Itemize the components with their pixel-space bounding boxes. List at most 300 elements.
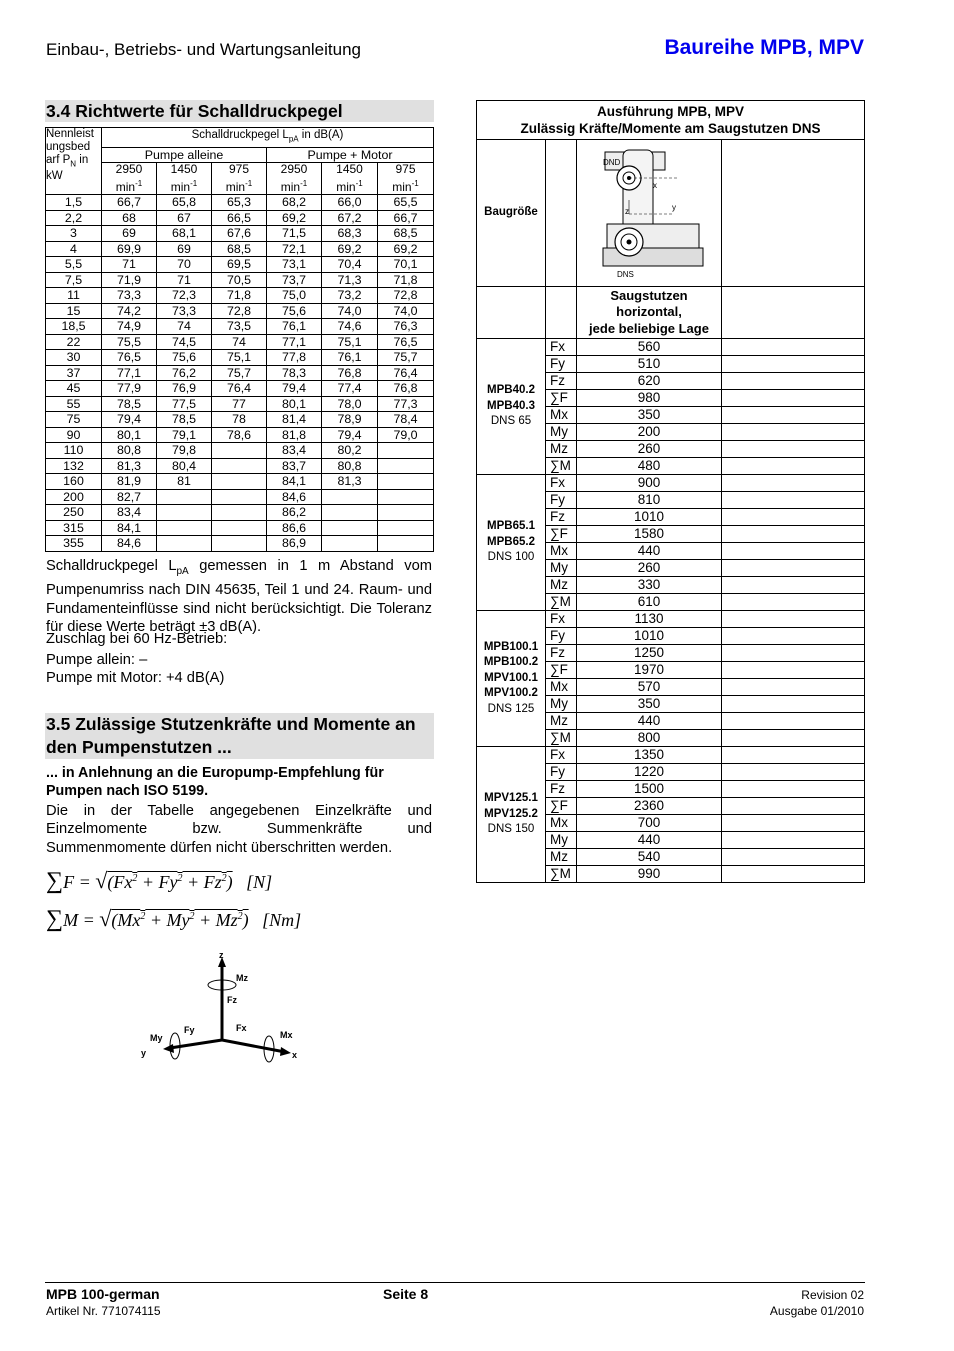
table-row [477,339,865,356]
section-3-5-subtitle: ... in Anlehnung an die Europump-Empfehlung für Pumpen nach ISO 5199. [46,765,384,800]
sound-value-cell: 79,0 [378,427,434,443]
sound-value-cell: 72,8 [378,288,434,304]
power-cell: 15 [46,303,102,319]
sound-value-cell: 66,7 [378,210,434,226]
sound-value-cell: 76,3 [378,319,434,335]
speed-header: 975 $\min^{-1}$ [212,163,267,195]
power-cell: 7,5 [46,272,102,288]
x-pump-label: x [653,181,657,190]
blank-cell [722,798,865,815]
sound-value-cell: 74,5 [157,334,212,350]
power-cell: 160 [46,474,102,490]
sound-value-cell: 76,4 [212,381,267,397]
sound-value-cell: 70 [157,257,212,273]
blank-cell [722,662,865,679]
blank-cell [722,140,865,287]
sound-value-cell [212,458,267,474]
fx-label: Fx [236,1023,247,1033]
sound-value-cell: 70,5 [212,272,267,288]
pump-motor-note: Pumpe mit Motor: +4 dB(A) [46,670,225,686]
sound-note: Schalldruckpegel $L_{pA}$ gemessen in 1 m Abstand vom Pumpenumriss nach DIN 45635, Teil 1 und 24. Raum- und Fundamenteinflüsse sind nicht berücksichtigt. Die Toleranz für diese Werte beträgt ±3 dB(A). [46,558,432,635]
sound-value-cell: 71 [102,257,157,273]
sound-value-cell: 86,6 [267,520,322,536]
mz-label: Mz [236,973,248,983]
component-cell: Fy [546,356,577,373]
component-cell: Fz [546,373,577,390]
table-row [46,241,434,257]
sound-value-cell: 74,2 [102,303,157,319]
limit-value-cell: 1970 [577,662,722,679]
table-row [477,611,865,628]
size-group-cell: MPB65.1 MPB65.2 DNS 100 [477,475,546,611]
component-cell: Fy [546,628,577,645]
blank-cell [722,628,865,645]
table-row [46,505,434,521]
sound-value-cell: 76,4 [378,365,434,381]
sound-value-cell: 79,4 [267,381,322,397]
sound-value-cell: 77,5 [157,396,212,412]
sound-value-cell: 66,0 [322,195,378,211]
force-sum-formula: $\sum F = √(Fx^2 + Fy^2 + Fz^2)$ [N] [46,868,273,894]
x-axis [222,1040,285,1052]
sound-value-cell: 77,3 [378,396,434,412]
sound-value-cell: 69 [102,226,157,242]
sound-value-cell [212,489,267,505]
table-row [46,195,434,211]
sound-value-cell [322,536,378,552]
blank-cell [722,339,865,356]
surcharge-label: Zuschlag bei 60 Hz-Betrieb: [46,631,228,647]
sound-value-cell: 81,8 [267,427,322,443]
power-cell: 200 [46,489,102,505]
speed-header: 1450 $\min^{-1}$ [157,163,212,195]
sound-value-cell: 76,1 [322,350,378,366]
limit-value-cell: 570 [577,679,722,696]
component-cell: My [546,560,577,577]
sound-value-cell [212,520,267,536]
sound-value-cell: 74,0 [322,303,378,319]
limit-value-cell: 1010 [577,628,722,645]
sound-value-cell [157,489,212,505]
sound-value-cell: 74 [157,319,212,335]
sound-value-cell: 67,2 [322,210,378,226]
sound-value-cell: 74 [212,334,267,350]
footer-page: Seite 8 [383,1286,429,1302]
limit-value-cell: 620 [577,373,722,390]
sound-value-cell [212,505,267,521]
sound-value-cell: 78 [212,412,267,428]
sound-value-cell: 78,4 [378,412,434,428]
sound-value-cell: 70,4 [322,257,378,273]
table-row [46,396,434,412]
sound-value-cell: 71,3 [322,272,378,288]
blank-cell [722,713,865,730]
sound-value-cell: 73,3 [102,288,157,304]
x-label: x [292,1050,298,1060]
sound-value-cell: 78,6 [212,427,267,443]
sound-value-cell: 86,2 [267,505,322,521]
sound-value-cell: 76,9 [157,381,212,397]
sound-value-cell: 78,9 [322,412,378,428]
table-row [46,303,434,319]
blank-cell [722,696,865,713]
power-cell: 2,2 [46,210,102,226]
dnd-label: DND [603,158,621,167]
sound-value-cell [322,505,378,521]
section-3-5-heading: 3.5 Zulässige Stutzenkräfte und Momente an den Pumpenstutzen ... [45,713,434,759]
sound-caption: Schalldruckpegel $L_{pA}$ in dB(A) [102,128,434,148]
sound-value-cell: 82,7 [102,489,157,505]
limit-value-cell: 980 [577,390,722,407]
sound-value-cell [378,536,434,552]
sound-value-cell: 68,5 [212,241,267,257]
sound-value-cell: 78,5 [157,412,212,428]
sound-value-cell: 69,5 [212,257,267,273]
blank-cell [722,866,865,883]
speed-header: 2950 $\min^{-1}$ [102,163,157,195]
blank-cell [722,679,865,696]
limit-value-cell: 440 [577,543,722,560]
blank-cell [722,849,865,866]
component-cell: My [546,832,577,849]
power-cell: 22 [46,334,102,350]
sound-value-cell: 69 [157,241,212,257]
table-row [46,350,434,366]
blank-cell [722,730,865,747]
component-cell: Fy [546,764,577,781]
sound-value-cell: 81,4 [267,412,322,428]
sound-value-cell: 67,6 [212,226,267,242]
component-cell: Mx [546,407,577,424]
blank-cell [722,764,865,781]
sound-value-cell: 79,8 [157,443,212,459]
sound-value-cell: 66,5 [212,210,267,226]
sound-value-cell [212,443,267,459]
blank-cell [722,509,865,526]
section-3-4-heading: 3.4 Richtwerte für Schalldruckpegel [45,100,434,122]
blank-cell [722,356,865,373]
limit-value-cell: 560 [577,339,722,356]
table-row [46,381,434,397]
limit-value-cell: 1350 [577,747,722,764]
sound-value-cell: 76,8 [378,381,434,397]
component-cell: My [546,424,577,441]
component-cell: Fz [546,781,577,798]
sound-value-cell: 68,1 [157,226,212,242]
sound-value-cell: 68 [102,210,157,226]
sound-value-cell: 84,1 [267,474,322,490]
sound-value-cell: 80,1 [267,396,322,412]
power-cell: 5,5 [46,257,102,273]
sound-value-cell [322,489,378,505]
blank-cell [722,424,865,441]
table-row [46,272,434,288]
dns-label: DNS [617,270,634,279]
limit-value-cell: 900 [577,475,722,492]
blank-cell [546,287,577,339]
sound-value-cell: 71 [157,272,212,288]
sound-value-cell: 66,7 [102,195,157,211]
power-cell: 4 [46,241,102,257]
sound-value-cell: 76,5 [102,350,157,366]
sound-value-cell: 83,4 [102,505,157,521]
sound-value-cell: 68,2 [267,195,322,211]
limit-value-cell: 480 [577,458,722,475]
blank-cell [722,441,865,458]
sound-value-cell: 71,8 [212,288,267,304]
sound-value-cell: 75,1 [322,334,378,350]
power-cell: 3 [46,226,102,242]
sound-value-cell [378,505,434,521]
sound-value-cell: 80,4 [157,458,212,474]
component-cell: Fx [546,611,577,628]
sound-value-cell: 81,9 [102,474,157,490]
sound-value-cell: 75,5 [102,334,157,350]
power-cell: 355 [46,536,102,552]
component-cell: Mz [546,441,577,458]
sound-value-cell: 83,4 [267,443,322,459]
sound-value-cell: 68,3 [322,226,378,242]
blank-cell [722,390,865,407]
component-cell: Mz [546,849,577,866]
fz-label: Fz [227,995,237,1005]
limit-value-cell: 200 [577,424,722,441]
sound-value-cell: 69,2 [378,241,434,257]
limit-value-cell: 2360 [577,798,722,815]
component-cell: ∑M [546,594,577,611]
sound-value-cell: 77 [212,396,267,412]
sound-value-cell: 77,8 [267,350,322,366]
component-cell: Fy [546,492,577,509]
sound-value-cell: 75,1 [212,350,267,366]
mx-label: Mx [280,1030,293,1040]
component-cell: ∑F [546,526,577,543]
sound-value-cell: 78,3 [267,365,322,381]
component-cell: Mx [546,815,577,832]
limit-value-cell: 1250 [577,645,722,662]
sound-value-cell [378,458,434,474]
sound-value-cell: 69,2 [267,210,322,226]
power-cell: 250 [46,505,102,521]
limit-value-cell: 540 [577,849,722,866]
axes-diagram [135,945,310,1070]
sound-value-cell: 80,2 [322,443,378,459]
z-label: z [219,950,224,960]
blank-cell [722,594,865,611]
pump-alone-note: Pumpe allein: – [46,652,148,668]
sound-value-cell: 78,0 [322,396,378,412]
sound-value-cell: 74,9 [102,319,157,335]
size-group-cell: MPB40.2 MPB40.3 DNS 65 [477,339,546,475]
limit-value-cell: 440 [577,713,722,730]
sound-value-cell: 73,2 [322,288,378,304]
size-group-cell: MPB100.1 MPB100.2 MPV100.1 MPV100.2 DNS 125 [477,611,546,747]
blank-cell [722,407,865,424]
component-cell: Mx [546,543,577,560]
power-header: Nennleist ungsbed arf $P_N$ in kW [46,128,102,195]
power-cell: 75 [46,412,102,428]
sound-value-cell: 71,8 [378,272,434,288]
table-row [46,334,434,350]
table-row [46,536,434,552]
sound-value-cell: 81,3 [102,458,157,474]
table-row [46,520,434,536]
blank-cell [722,475,865,492]
sound-value-cell: 84,1 [102,520,157,536]
series-title: Baureihe MPB, MPV [664,36,864,59]
component-cell: Mx [546,679,577,696]
force-table-title: Ausführung MPB, MPV Zulässig Kräfte/Momente am Saugstutzen DNS [477,101,865,140]
power-cell: 110 [46,443,102,459]
limit-value-cell: 1220 [577,764,722,781]
sound-value-cell: 79,4 [322,427,378,443]
sound-value-cell [322,520,378,536]
sound-value-cell: 69,9 [102,241,157,257]
power-cell: 315 [46,520,102,536]
table-row [46,474,434,490]
blank-cell [722,543,865,560]
my-label: My [150,1033,163,1043]
size-header: Baugröße [477,140,546,287]
sound-value-cell: 75,6 [157,350,212,366]
blank-cell [722,458,865,475]
sound-value-cell: 74,6 [322,319,378,335]
power-cell: 45 [46,381,102,397]
footer-doc-name: MPB 100-german [46,1286,160,1302]
power-cell: 30 [46,350,102,366]
sound-value-cell: 72,8 [212,303,267,319]
table-row [46,257,434,273]
table-row [46,427,434,443]
sound-value-cell: 71,9 [102,272,157,288]
limit-value-cell: 810 [577,492,722,509]
component-cell: Mz [546,713,577,730]
sound-value-cell: 79,1 [157,427,212,443]
speed-header: 1450 $\min^{-1}$ [322,163,378,195]
blank-cell [722,373,865,390]
power-cell: 90 [46,427,102,443]
sound-value-cell: 73,5 [212,319,267,335]
sound-value-cell: 79,4 [102,412,157,428]
table-row [46,319,434,335]
speed-header: 975 $\min^{-1}$ [378,163,434,195]
limit-value-cell: 610 [577,594,722,611]
sound-value-cell [212,536,267,552]
fy-label: Fy [184,1025,195,1035]
sound-value-cell: 68,5 [378,226,434,242]
sound-value-cell: 69,2 [322,241,378,257]
speed-header: 2950 $\min^{-1}$ [267,163,322,195]
sound-value-cell [157,520,212,536]
limit-value-cell: 700 [577,815,722,832]
sound-value-cell: 80,8 [102,443,157,459]
sound-value-cell: 73,7 [267,272,322,288]
pump-drawing [577,140,722,282]
table-row [46,365,434,381]
component-cell: ∑F [546,662,577,679]
limit-value-cell: 350 [577,696,722,713]
sound-value-cell: 73,1 [267,257,322,273]
suction-header: Saugstutzen horizontal, jede beliebige Lage [577,287,722,339]
table-row [46,458,434,474]
power-cell: 132 [46,458,102,474]
blank-cell [722,645,865,662]
limit-value-cell: 330 [577,577,722,594]
sound-value-cell: 80,1 [102,427,157,443]
limit-value-cell: 260 [577,560,722,577]
sound-value-cell: 65,5 [378,195,434,211]
sound-value-cell: 71,5 [267,226,322,242]
sound-value-cell: 84,6 [267,489,322,505]
sound-value-cell: 81 [157,474,212,490]
document-title: Einbau-, Betriebs- und Wartungsanleitung [46,40,361,59]
table-row [477,475,865,492]
footer-article: Artikel Nr. 771074115 [46,1304,161,1318]
limit-value-cell: 1500 [577,781,722,798]
sound-value-cell [157,505,212,521]
sound-value-cell: 77,1 [102,365,157,381]
sound-value-cell [378,489,434,505]
blank-cell [722,781,865,798]
component-cell: Fz [546,645,577,662]
component-cell: Fx [546,475,577,492]
sound-pressure-table [45,127,434,552]
footer-divider [45,1282,865,1283]
sound-value-cell: 81,3 [322,474,378,490]
sound-value-cell: 80,8 [322,458,378,474]
blank-cell [722,560,865,577]
force-unit: [N] [246,872,273,892]
limit-value-cell: 510 [577,356,722,373]
component-cell: ∑M [546,866,577,883]
limit-value-cell: 1010 [577,509,722,526]
component-cell: My [546,696,577,713]
power-cell: 55 [46,396,102,412]
sound-value-cell: 70,1 [378,257,434,273]
sound-value-cell: 83,7 [267,458,322,474]
blank-cell [722,526,865,543]
sound-value-cell [157,536,212,552]
component-cell: ∑F [546,798,577,815]
table-row [477,747,865,764]
moment-unit: [Nm] [262,910,302,930]
sound-value-cell: 75,0 [267,288,322,304]
component-cell: Mz [546,577,577,594]
component-cell: Fx [546,747,577,764]
table-row [46,226,434,242]
blank-cell [722,287,865,339]
sound-value-cell: 65,8 [157,195,212,211]
sound-value-cell [378,474,434,490]
limit-value-cell: 990 [577,866,722,883]
power-cell: 11 [46,288,102,304]
component-cell: Fx [546,339,577,356]
limit-value-cell: 1580 [577,526,722,543]
blank-cell [722,492,865,509]
table-row [46,489,434,505]
component-cell: Fz [546,509,577,526]
sound-value-cell: 77,4 [322,381,378,397]
sound-value-cell [378,520,434,536]
y-pump-label: y [672,203,676,212]
sound-value-cell: 72,1 [267,241,322,257]
z-pump-label: z [625,207,629,216]
sound-value-cell: 76,2 [157,365,212,381]
limit-value-cell: 350 [577,407,722,424]
limit-value-cell: 800 [577,730,722,747]
sound-value-cell: 86,9 [267,536,322,552]
footer-revision: Revision 02 [801,1288,864,1302]
